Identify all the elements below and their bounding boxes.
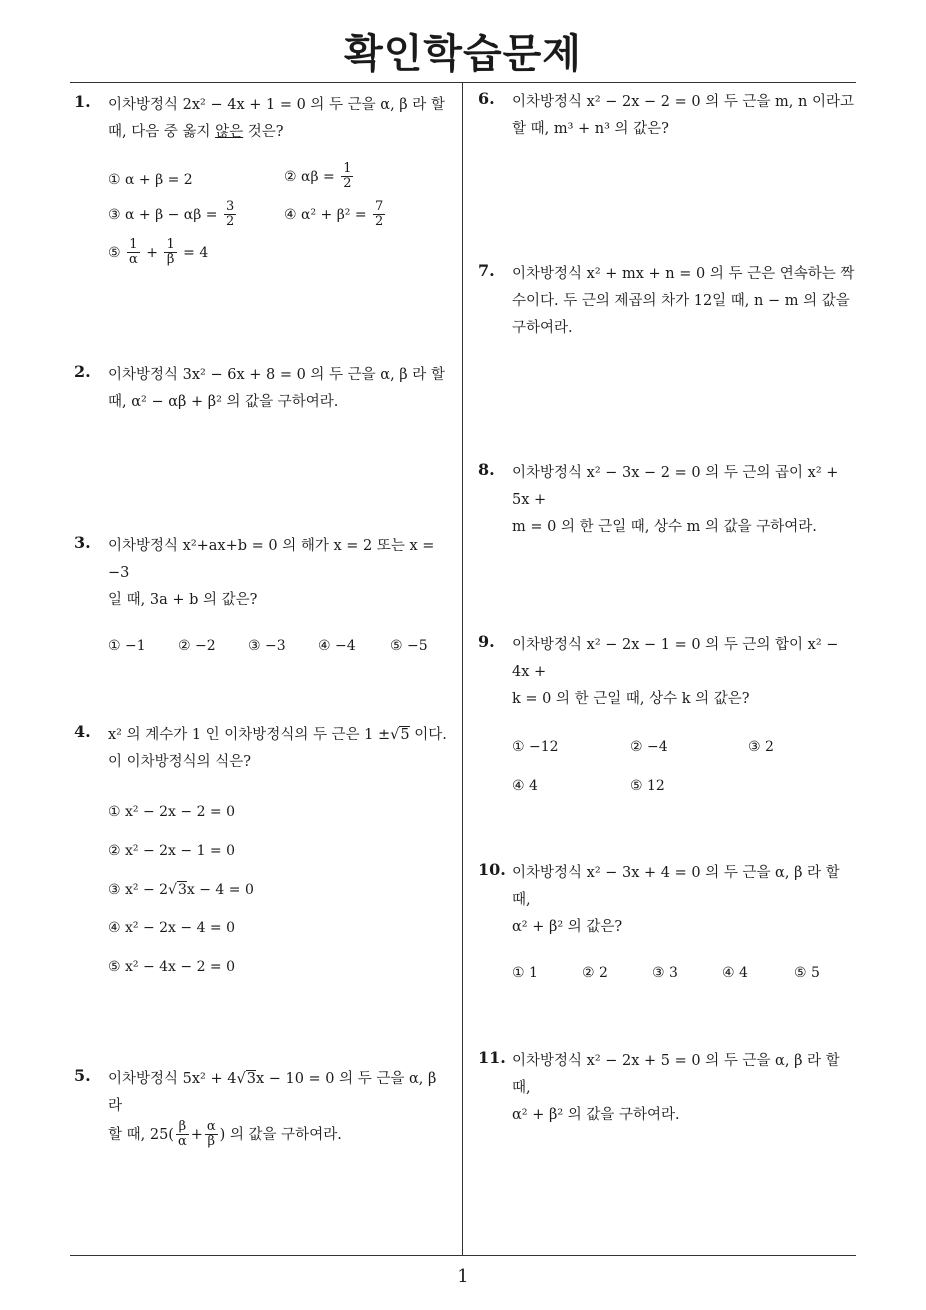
choice-4[interactable]: ④ −4 [318,638,356,654]
problem-9 [478,632,858,794]
numerator: 7 [375,199,384,214]
fraction [224,200,236,230]
stem-text: x² 의 계수가 1 인 이차방정식의 두 근은 1 ± [108,727,391,743]
problem-1 [74,92,454,282]
problem-11 [478,1048,858,1129]
choice-2[interactable]: ② x² − 2x − 1 = 0 [108,843,236,859]
choice-text: x − 4 = 0 [186,882,254,898]
numerator: α [206,1119,216,1134]
choice-text: ③ α + β − αβ = [108,206,218,223]
fraction [164,238,176,268]
radicand: 3 [246,1071,256,1087]
choice-2[interactable]: ② −4 [630,739,668,755]
choice-3[interactable]: ③ 3 [652,965,678,981]
problem-stem-line: 이차방정식 x² − 2x − 1 = 0 의 두 근의 합이 x² − 4x + [512,637,839,680]
problem-stem-line: k = 0 의 한 근일 때, 상수 k 의 값은? [512,691,750,707]
fraction [127,238,140,268]
choice-text: ③ x² − 2 [108,882,169,898]
choice-text: = 4 [183,244,209,261]
problem-number: 11. [478,1048,506,1067]
choice-text: ② αβ = [284,168,335,185]
choice-4[interactable]: ④ 4 [512,778,538,794]
problem-stem-line [108,1066,454,1120]
problem-number: 2. [74,362,91,381]
choice-5[interactable] [108,238,208,268]
problem-3 [74,533,454,654]
page-title: 확인학습문제 [344,31,582,77]
denominator: 2 [375,214,384,230]
stem-text: 할 때, 25( [108,1126,174,1143]
choice-2[interactable] [284,162,355,192]
underlined-text: 않은 [215,124,244,140]
choice-1[interactable]: ① −1 [108,638,146,654]
denominator: α [177,1134,187,1150]
choice-4[interactable]: ④ x² − 2x − 4 = 0 [108,920,236,936]
denominator: α [129,252,138,268]
top-rule [70,82,856,83]
problem-number: 10. [478,860,506,879]
problem-stem-line: 이차방정식 x² − 2x − 2 = 0 의 두 근을 m, n 이라고 [512,94,854,110]
problem-number: 9. [478,632,495,651]
stem-text: 이다. [409,727,447,743]
choice-5[interactable]: ⑤ x² − 4x − 2 = 0 [108,959,236,975]
plus-sign: + [146,244,158,261]
problem-number: 8. [478,460,495,479]
choice-5[interactable]: ⑤ 12 [630,778,665,794]
stem-text: 이차방정식 5x² + 4 [108,1071,237,1087]
problem-stem-line: 이차방정식 3x² − 6x + 8 = 0 의 두 근을 α, β 라 할 [108,367,445,383]
radicand: 5 [400,727,410,743]
stem-text: 때, 다음 중 옳지 [108,124,216,140]
choice-3[interactable]: ③ −3 [248,638,286,654]
problem-stem-line: 이차방정식 x²+ax+b = 0 의 해가 x = 2 또는 x = −3 [108,538,435,581]
problem-stem-line: 때, α² − αβ + β² 의 값을 구하여라. [108,394,339,410]
fraction [373,200,385,230]
stem-text: ) 의 값을 구하여라. [219,1126,342,1143]
stem-text: x − 10 = 0 의 두 근을 α, β 라 [108,1071,437,1114]
problem-stem-line: 이차방정식 x² − 3x + 4 = 0 의 두 근을 α, β 라 할 때, [512,865,840,908]
denominator: 2 [343,176,352,192]
choice-1[interactable]: ① −12 [512,739,559,755]
choice-text: ④ α² + β² = [284,206,367,223]
denominator: β [166,252,175,268]
problem-stem-line: m = 0 의 한 근일 때, 상수 m 의 값을 구하여라. [512,519,817,535]
choice-4[interactable]: ④ 4 [722,965,748,981]
column-divider [462,83,463,1255]
problem-stem-line: 이차방정식 2x² − 4x + 1 = 0 의 두 근을 α, β 라 할 [108,97,445,113]
radicand: 3 [177,882,187,898]
problem-stem-line: 이차방정식 x² + mx + n = 0 의 두 근은 연속하는 짝 [512,266,855,282]
choice-2[interactable]: ② 2 [582,965,608,981]
problem-stem-line: 이차방정식 x² − 2x + 5 = 0 의 두 근을 α, β 라 할 때, [512,1053,840,1096]
problem-number: 5. [74,1066,91,1085]
problem-5 [74,1066,454,1150]
choice-5[interactable]: ⑤ 5 [794,965,820,981]
plus-sign: + [190,1126,203,1143]
problem-stem-line: 수이다. 두 근의 제곱의 차가 12일 때, n − m 의 값을 [512,293,850,309]
numerator: 3 [226,199,235,214]
fraction [341,162,353,192]
fraction [176,1120,189,1150]
choice-1[interactable]: ① 1 [512,965,538,981]
problem-stem-line: 이차방정식 x² − 3x − 2 = 0 의 두 근의 곱이 x² + 5x + [512,465,839,508]
problem-7 [478,261,858,342]
sqrt-sign: √ [168,882,177,898]
problem-number: 1. [74,92,91,111]
problem-stem-line: α² + β² 의 값은? [512,919,623,935]
sqrt-sign: √ [390,727,400,743]
problem-stem-line: α² + β² 의 값을 구하여라. [512,1107,680,1123]
problem-stem-line: 일 때, 3a + b 의 값은? [108,592,258,608]
choice-text: ⑤ [108,244,121,261]
choice-3[interactable] [108,200,238,230]
problem-stem-line: 이 이차방정식의 식은? [108,754,252,770]
denominator: β [207,1134,216,1150]
bottom-rule [70,1255,856,1256]
denominator: 2 [226,214,235,230]
problem-stem-line [108,119,454,146]
stem-text: 것은? [243,124,284,140]
problem-number: 6. [478,89,495,108]
choice-4[interactable] [284,200,387,230]
problem-2 [74,362,454,416]
problem-number: 4. [74,722,91,741]
numerator: 1 [127,238,140,253]
problem-number: 7. [478,261,495,280]
problem-stem-line [108,722,454,749]
problem-6 [478,89,858,143]
problem-stem-line: 할 때, m³ + n³ 의 값은? [512,121,669,137]
page-number: 1 [457,1266,469,1287]
problem-8 [478,460,858,541]
sqrt-sign: √ [236,1071,246,1087]
numerator: 1 [343,161,352,176]
problem-4 [74,722,454,975]
fraction [205,1120,218,1150]
choice-3[interactable]: ③ 2 [748,739,774,755]
problem-stem-line [108,1120,454,1150]
numerator: β [176,1120,189,1135]
problem-number: 3. [74,533,91,552]
problem-stem-line: 구하여라. [512,320,573,336]
problem-10 [478,860,858,981]
choice-1[interactable]: ① α + β = 2 [108,172,193,188]
choice-3[interactable] [108,882,254,898]
choice-2[interactable]: ② −2 [178,638,216,654]
choice-1[interactable]: ① x² − 2x − 2 = 0 [108,804,236,820]
numerator: 1 [166,237,175,252]
choice-5[interactable]: ⑤ −5 [390,638,428,654]
